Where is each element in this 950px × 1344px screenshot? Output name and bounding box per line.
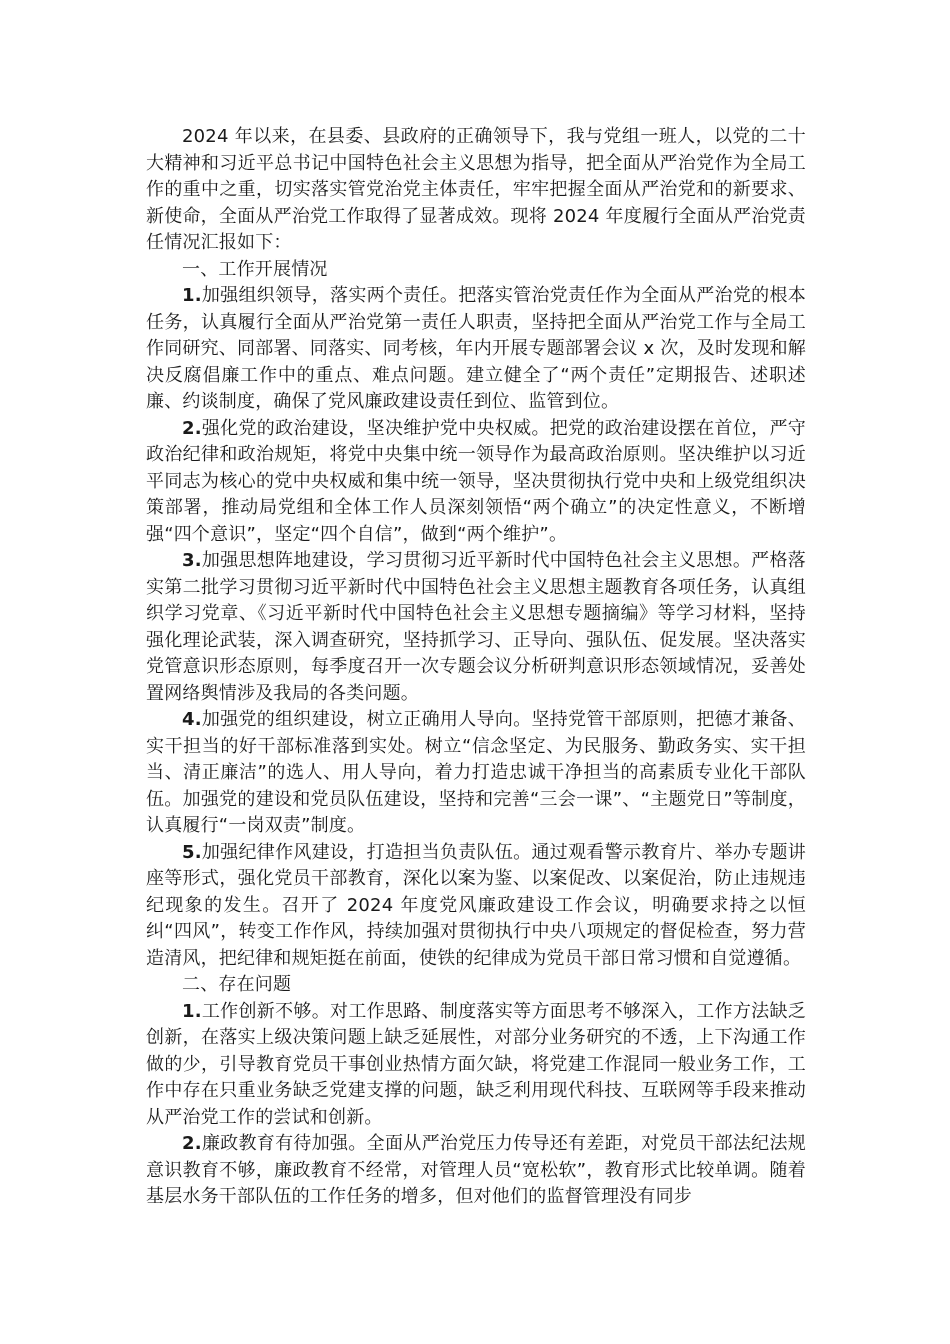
item-text: 加强思想阵地建设，学习贯彻习近平新时代中国特色社会主义思想。严格落实第二批学习贯彻习近平新时代中国特色社会主义思想主题教育各项任务，认真组织学习党章、《习近平新时代中国特色社会主义思想专题摘编》等学习材料，坚持强化理论武装，深入调查研究，坚持抓学习、正导向、强队伍、促发展。坚决落实党管意识形态原则，每季度召开一次专题会议分析研判意识形态领域情况，妥善处置网络舆情涉及我局的各类问题。 [146,550,806,704]
item-number: 2. [182,417,202,439]
item-number: 4. [182,709,202,730]
item-number: 3. [182,550,202,571]
paragraph-item [146,1131,806,1211]
section-heading-problems: 二、存在问题 [182,974,292,995]
item-text: 廉政教育有待加强。全面从严治党压力传导还有差距，对党员干部法纪法规意识教育不够，廉政教育不经常，对管理人员“宽松软”，教育形式比较单调。随着基层水务干部队伍的工作任务的增多，但对他们的监督管理没有同步 [146,1133,806,1207]
section-heading-work: 一、工作开展情况 [182,258,328,280]
item-text: 工作创新不够。对工作思路、制度落实等方面思考不够深入，工作方法缺乏创新，在落实上级决策问题上缺乏延展性，对部分业务研究的不透，上下沟通工作做的少，引导教育党员干事创业热情方面欠缺，将党建工作混同一般业务工作，工作中存在只重业务缺乏党建支撑的问题，缺乏利用现代科技、互联网等手段来推动从严治党工作的尝试和创新。 [146,1000,806,1128]
document-body [146,124,806,1211]
paragraph-item [146,283,806,416]
paragraph-item [146,840,806,973]
item-number: 1. [182,285,202,306]
paragraph-item [146,707,806,840]
item-number: 2. [182,1133,202,1154]
item-number: 1. [182,1000,202,1022]
item-text: 加强纪律作风建设，打造担当负责队伍。通过观看警示教育片、举办专题讲座等形式，强化党员干部教育，深化以案为鉴、以案促改、以案促治，防止违规违纪现象的发生。召开了 2024 年度党风廉政建设工作会议，明确要求持之以恒纠“四风”，转变工作作风，持续加强对贯彻执行中央八项规定的督促检查，努力营造清风，把纪律和规矩挺在前面，使铁的纪律成为党员干部日常习惯和自觉遵循。 [146,841,806,969]
paragraph-item [146,999,806,1132]
item-text: 加强党的组织建设，树立正确用人导向。坚持党管干部原则，把德才兼备、实干担当的好干部标准落到实处。树立“信念坚定、为民服务、勤政务实、实干担当、清正廉洁”的选人、用人导向，着力打造忠诚干净担当的高素质专业化干部队伍。加强党的建设和党员队伍建设，坚持和完善“三会一课”、“主题党日”等制度，认真履行“一岗双责”制度。 [146,709,806,836]
paragraph-item [146,548,806,707]
item-number: 5. [182,841,202,863]
item-text: 强化党的政治建设，坚决维护党中央权威。把党的政治建设摆在首位，严守政治纪律和政治规矩，将党中央集中统一领导作为最高政治原则。坚决维护以习近平同志为核心的党中央权威和集中统一领导，坚决贯彻执行党中央和上级党组织决策部署，推动局党组和全体工作人员深刻领悟“两个确立”的决定性意义，不断增强“四个意识”，坚定“四个自信”，做到“两个维护”。 [146,417,806,545]
item-text: 加强组织领导，落实两个责任。把落实管治党责任作为全面从严治党的根本任务，认真履行全面从严治党第一责任人职责，坚持把全面从严治党工作与全局工作同研究、同部署、同落实、同考核，年内开展专题部署会议 x 次，及时发现和解决反腐倡廉工作中的重点、难点问题。建立健全了“两个责任”定期报告、述职述廉、约谈制度，确保了党风廉政建设责任到位、监管到位。 [146,285,806,412]
paragraph-item [146,416,806,549]
intro-paragraph: 2024 年以来，在县委、县政府的正确领导下，我与党组一班人，以党的二十大精神和习近平总书记中国特色社会主义思想为指导，把全面从严治党作为全局工作的重中之重，切实落实管党治党主体责任，牢牢把握全面从严治党和的新要求、新使命，全面从严治党工作取得了显著成效。现将 2024 年度履行全面从严治党责任情况汇报如下： [146,126,806,253]
